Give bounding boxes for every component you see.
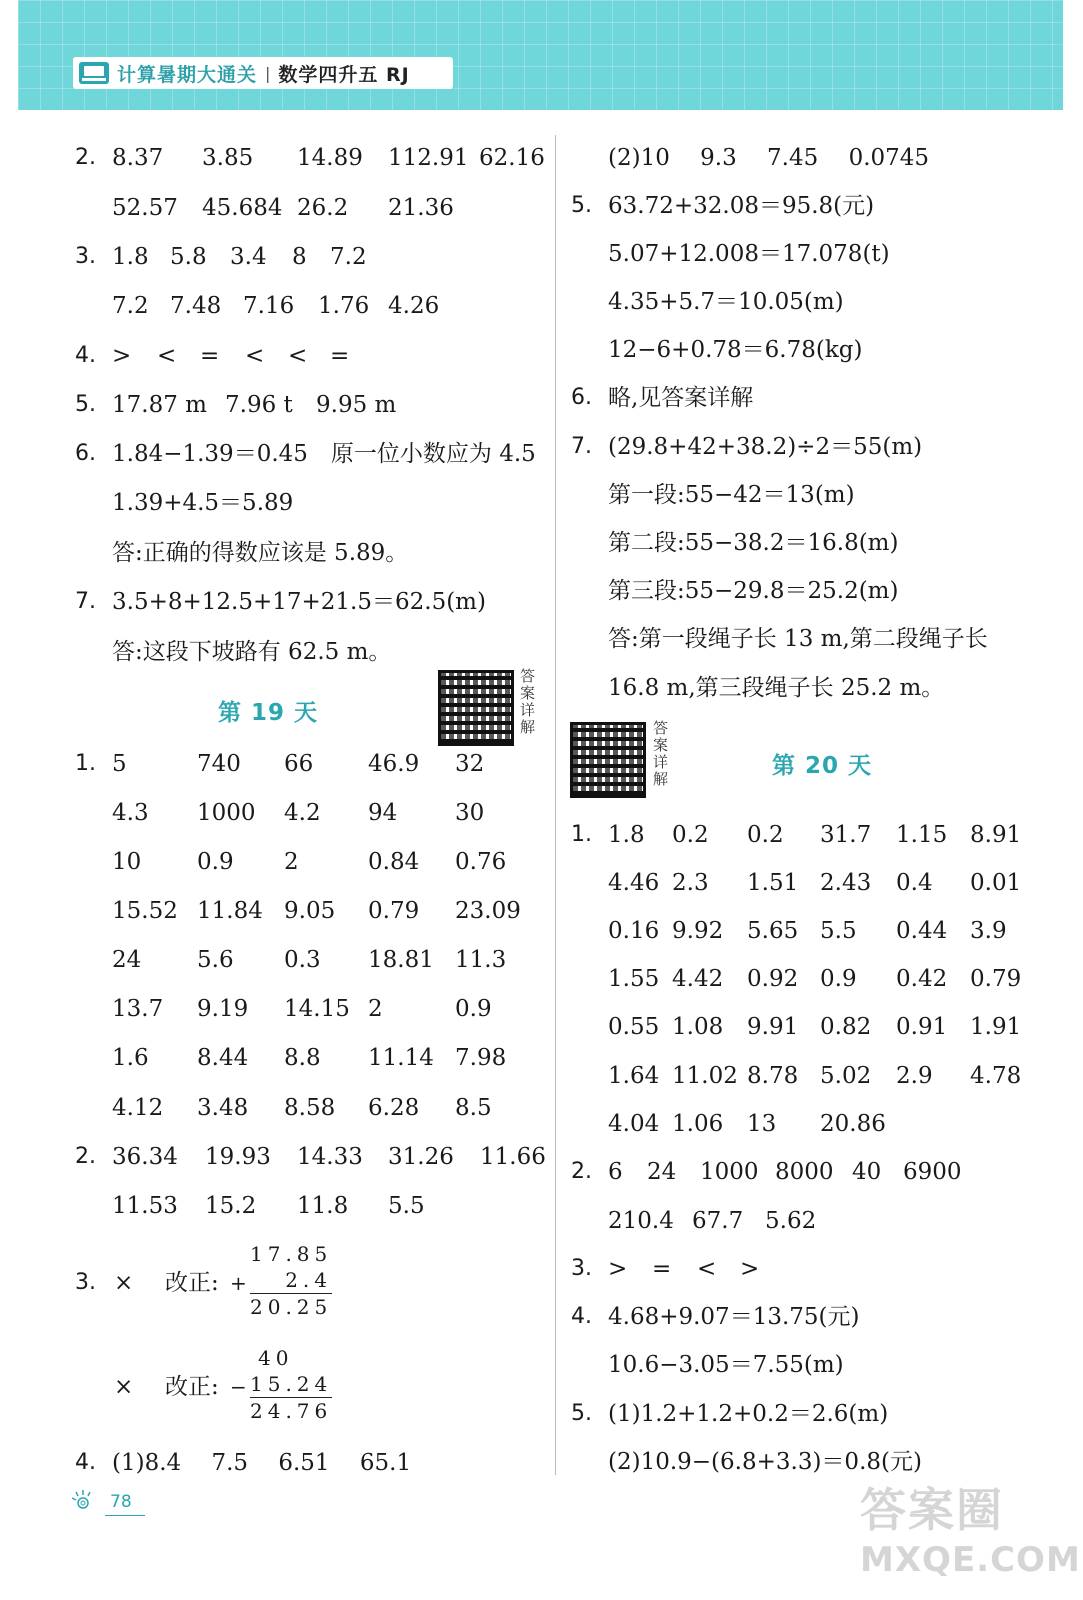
vertical-calculation bbox=[250, 1345, 332, 1424]
answer-line: (2)10 9.3 7.45 0.0745 bbox=[608, 145, 930, 171]
answer-value: 0.79 bbox=[368, 898, 420, 924]
answer-value: 40 bbox=[852, 1159, 882, 1185]
answer-line: 4.35+5.7＝10.05(m) bbox=[608, 289, 844, 315]
answer-value: 1.8 bbox=[112, 244, 149, 270]
answer-value: 11.3 bbox=[455, 947, 507, 973]
comparison-sign: < bbox=[697, 1256, 717, 1282]
answer-value: 0.91 bbox=[896, 1014, 948, 1040]
answer-value: 46.9 bbox=[368, 751, 420, 777]
answer-value: 0.42 bbox=[896, 966, 948, 992]
answer-value: 9.91 bbox=[747, 1014, 799, 1040]
watermark-logo-text: 答案圈 bbox=[860, 1483, 1004, 1537]
answer-value: 8.44 bbox=[197, 1045, 249, 1071]
title-separator: | bbox=[265, 63, 271, 83]
question-number: 4. bbox=[75, 1450, 96, 1475]
answer-value: 8.8 bbox=[284, 1045, 321, 1071]
question-number: 4. bbox=[571, 1304, 592, 1329]
question-number: 2. bbox=[571, 1159, 592, 1184]
answer-value: 0.76 bbox=[455, 849, 507, 875]
answer-value: 3.4 bbox=[230, 244, 267, 270]
question-number: 5. bbox=[571, 193, 592, 218]
answer-value: 6.28 bbox=[368, 1095, 420, 1121]
book-subtitle: 数学四升五 RJ bbox=[278, 63, 410, 86]
page-number: 78 bbox=[110, 1492, 132, 1512]
calc-result: 24.76 bbox=[250, 1399, 333, 1423]
answer-value: 11.84 bbox=[197, 898, 263, 924]
answer-value: 9.05 bbox=[284, 898, 336, 924]
qr-code[interactable] bbox=[438, 670, 514, 746]
answer-value: 740 bbox=[197, 751, 241, 777]
column-divider bbox=[555, 135, 556, 1475]
answer-line: 10.6−3.05＝7.55(m) bbox=[608, 1352, 844, 1378]
answer-value: 1.55 bbox=[608, 966, 660, 992]
answer-value: 8 bbox=[292, 244, 307, 270]
answer-value: 5.5 bbox=[820, 918, 857, 944]
calc-middle: 2.4 bbox=[250, 1267, 332, 1294]
answer-value: 4.78 bbox=[970, 1063, 1022, 1089]
comparison-sign: > bbox=[112, 343, 132, 369]
question-number: 3. bbox=[75, 244, 96, 269]
answer-value: 26.2 bbox=[297, 195, 349, 221]
answer-value: 0.79 bbox=[970, 966, 1022, 992]
answer-value: 3.85 bbox=[202, 145, 254, 171]
answer-value: 9.95 m bbox=[316, 392, 397, 418]
comparison-sign: < bbox=[245, 343, 265, 369]
answer-value: 9.19 bbox=[197, 996, 249, 1022]
answer-line: 略,见答案详解 bbox=[608, 385, 754, 411]
answer-value: 4.46 bbox=[608, 870, 660, 896]
answer-line: 答:第一段绳子长 13 m,第二段绳子长 bbox=[608, 626, 988, 652]
answer-value: 11.8 bbox=[297, 1193, 349, 1219]
answer-value: 8000 bbox=[775, 1159, 834, 1185]
answer-value: 62.16 bbox=[479, 145, 545, 171]
book-title: 计算暑期大通关 bbox=[117, 63, 258, 86]
footer-rule bbox=[105, 1515, 145, 1516]
answer-line: 63.72+32.08＝95.8(元) bbox=[608, 193, 875, 219]
answer-line: 答:正确的得数应该是 5.89。 bbox=[112, 540, 409, 566]
answer-value: 7.98 bbox=[455, 1045, 507, 1071]
header-banner bbox=[18, 0, 1063, 110]
answer-value: 9.92 bbox=[672, 918, 724, 944]
answer-value: 13.7 bbox=[112, 996, 164, 1022]
question-number: 2. bbox=[75, 145, 96, 170]
question-number: 1. bbox=[571, 822, 592, 847]
answer-value: 18.81 bbox=[368, 947, 434, 973]
calc-top: 40 bbox=[258, 1346, 294, 1370]
answer-value: 1000 bbox=[197, 800, 256, 826]
answer-value: 2.43 bbox=[820, 870, 872, 896]
answer-value: 15.2 bbox=[205, 1193, 257, 1219]
answer-line: 1.39+4.5＝5.89 bbox=[112, 490, 294, 516]
day-title: 第 19 天 bbox=[218, 700, 319, 726]
answer-line: 16.8 m,第三段绳子长 25.2 m。 bbox=[608, 675, 945, 701]
watermark bbox=[860, 1480, 1081, 1595]
operator: − bbox=[230, 1375, 247, 1399]
answer-value: 13 bbox=[747, 1111, 777, 1137]
answer-value: 0.44 bbox=[896, 918, 948, 944]
answer-value: 1.76 bbox=[318, 293, 370, 319]
answer-value: 0.9 bbox=[455, 996, 492, 1022]
answer-value: 94 bbox=[368, 800, 398, 826]
answer-value: 8.58 bbox=[284, 1095, 336, 1121]
answer-value: 0.55 bbox=[608, 1014, 660, 1040]
answer-line: 4.68+9.07＝13.75(元) bbox=[608, 1304, 860, 1330]
answer-value: 31.26 bbox=[388, 1144, 454, 1170]
answer-value: 1000 bbox=[700, 1159, 759, 1185]
answer-value: 14.15 bbox=[284, 996, 350, 1022]
answer-value: 0.9 bbox=[197, 849, 234, 875]
qr-code[interactable] bbox=[570, 722, 646, 798]
answer-value: 11.02 bbox=[672, 1063, 738, 1089]
comparison-sign: > bbox=[740, 1256, 760, 1282]
answer-value: 7.48 bbox=[170, 293, 222, 319]
answer-value: 2.3 bbox=[672, 870, 709, 896]
answer-line: 答:这段下坡路有 62.5 m。 bbox=[112, 639, 392, 665]
answer-value: 2 bbox=[368, 996, 383, 1022]
answer-value: 24 bbox=[647, 1159, 677, 1185]
question-number: 4. bbox=[75, 343, 96, 368]
answer-value: 0.2 bbox=[747, 822, 784, 848]
answer-value: 2.9 bbox=[896, 1063, 933, 1089]
answer-value: 11.66 bbox=[480, 1144, 546, 1170]
answer-value: 21.36 bbox=[388, 195, 454, 221]
answer-value: 8.78 bbox=[747, 1063, 799, 1089]
wrong-mark: × bbox=[114, 1270, 134, 1296]
comparison-sign: = bbox=[200, 343, 220, 369]
answer-value: 5.62 bbox=[765, 1208, 817, 1234]
answer-value: 36.34 bbox=[112, 1144, 178, 1170]
qr-label: 答案详解 bbox=[653, 719, 669, 788]
answer-value: 6 bbox=[608, 1159, 623, 1185]
question-number: 3. bbox=[571, 1256, 592, 1281]
answer-value: 8.5 bbox=[455, 1095, 492, 1121]
answer-value: 5.5 bbox=[388, 1193, 425, 1219]
answer-value: 52.57 bbox=[112, 195, 178, 221]
comparison-sign: = bbox=[330, 343, 350, 369]
answer-value: 4.42 bbox=[672, 966, 724, 992]
answer-value: 1.8 bbox=[608, 822, 645, 848]
answer-line: 第三段:55−29.8＝25.2(m) bbox=[608, 578, 899, 604]
answer-value: 4.26 bbox=[388, 293, 440, 319]
answer-value: 7.96 t bbox=[225, 392, 293, 418]
answer-value: 1.91 bbox=[970, 1014, 1022, 1040]
answer-line: 第二段:55−38.2＝16.8(m) bbox=[608, 530, 899, 556]
answer-value: 0.82 bbox=[820, 1014, 872, 1040]
question-number: 7. bbox=[75, 589, 96, 614]
answer-value: 5.8 bbox=[170, 244, 207, 270]
answer-value: 7.2 bbox=[330, 244, 367, 270]
answer-value: 0.01 bbox=[970, 870, 1022, 896]
answer-value: 11.53 bbox=[112, 1193, 178, 1219]
book-icon bbox=[79, 62, 109, 84]
answer-value: 5.6 bbox=[197, 947, 234, 973]
answer-value: 32 bbox=[455, 751, 485, 777]
wrong-mark: × bbox=[114, 1374, 134, 1400]
answer-line: 第一段:55−42＝13(m) bbox=[608, 482, 855, 508]
answer-value: 0.2 bbox=[672, 822, 709, 848]
qr-label: 答案详解 bbox=[520, 667, 536, 736]
answer-line: (1)1.2+1.2+0.2＝2.6(m) bbox=[608, 1401, 889, 1427]
comparison-sign: = bbox=[652, 1256, 672, 1282]
answer-line: 3.5+8+12.5+17+21.5＝62.5(m) bbox=[112, 589, 486, 615]
comparison-sign: > bbox=[608, 1256, 628, 1282]
answer-value: 17.87 m bbox=[112, 392, 207, 418]
answer-value: 66 bbox=[284, 751, 314, 777]
question-number: 6. bbox=[75, 441, 96, 466]
answer-line: (29.8+42+38.2)÷2＝55(m) bbox=[608, 434, 923, 460]
question-number: 3. bbox=[75, 1270, 96, 1295]
answer-value: 14.33 bbox=[297, 1144, 363, 1170]
answer-value: 112.91 bbox=[388, 145, 469, 171]
answer-value: 30 bbox=[455, 800, 485, 826]
answer-value: 7.16 bbox=[243, 293, 295, 319]
answer-value: 8.37 bbox=[112, 145, 164, 171]
question-number: 1. bbox=[75, 751, 96, 776]
answer-value: 4.12 bbox=[112, 1095, 164, 1121]
answer-value: 4.2 bbox=[284, 800, 321, 826]
answer-value: 0.3 bbox=[284, 947, 321, 973]
answer-value: 1.64 bbox=[608, 1063, 660, 1089]
answer-value: 5 bbox=[112, 751, 127, 777]
answer-value: 0.92 bbox=[747, 966, 799, 992]
answer-value: 45.684 bbox=[202, 195, 283, 221]
answer-value: 67.7 bbox=[692, 1208, 744, 1234]
answer-value: 1.6 bbox=[112, 1045, 149, 1071]
correction-label: 改正: bbox=[165, 1270, 219, 1296]
question-number: 5. bbox=[571, 1401, 592, 1426]
answer-value: 0.16 bbox=[608, 918, 660, 944]
answer-value: 1.51 bbox=[747, 870, 799, 896]
answer-value: 3.48 bbox=[197, 1095, 249, 1121]
calc-result: 20.25 bbox=[250, 1295, 333, 1319]
answer-line: 5.07+12.008＝17.078(t) bbox=[608, 241, 890, 267]
answer-value: 11.14 bbox=[368, 1045, 434, 1071]
answer-value: 7.2 bbox=[112, 293, 149, 319]
comparison-sign: < bbox=[157, 343, 177, 369]
answer-value: 2 bbox=[284, 849, 299, 875]
answer-line: 12−6+0.78＝6.78(kg) bbox=[608, 337, 863, 363]
correction-label: 改正: bbox=[165, 1374, 219, 1400]
calc-middle: 15.24 bbox=[250, 1372, 333, 1396]
question-number: 6. bbox=[571, 385, 592, 410]
comparison-sign: < bbox=[288, 343, 308, 369]
header-title-bar bbox=[73, 57, 453, 89]
answer-value: 0.9 bbox=[820, 966, 857, 992]
question-number: 5. bbox=[75, 392, 96, 417]
sun-swirl-icon bbox=[70, 1490, 96, 1512]
answer-value: 1.08 bbox=[672, 1014, 724, 1040]
answer-value: 24 bbox=[112, 947, 142, 973]
answer-value: 8.91 bbox=[970, 822, 1022, 848]
answer-value: 0.4 bbox=[896, 870, 933, 896]
answer-value: 20.86 bbox=[820, 1111, 886, 1137]
question-number: 2. bbox=[75, 1144, 96, 1169]
answer-line: (2)10.9−(6.8+3.3)＝0.8(元) bbox=[608, 1449, 922, 1475]
answer-line: (1)8.4 7.5 6.51 65.1 bbox=[112, 1450, 412, 1476]
answer-value: 5.65 bbox=[747, 918, 799, 944]
watermark-url: MXQE.COM bbox=[860, 1540, 1081, 1580]
answer-value: 4.3 bbox=[112, 800, 149, 826]
operator: + bbox=[230, 1271, 247, 1295]
answer-value: 3.9 bbox=[970, 918, 1007, 944]
answer-value: 31.7 bbox=[820, 822, 872, 848]
day-title: 第 20 天 bbox=[772, 753, 873, 779]
answer-value: 5.02 bbox=[820, 1063, 872, 1089]
answer-value: 15.52 bbox=[112, 898, 178, 924]
answer-value: 14.89 bbox=[297, 145, 363, 171]
answer-value: 0.84 bbox=[368, 849, 420, 875]
answer-value: 1.15 bbox=[896, 822, 948, 848]
answer-value: 4.04 bbox=[608, 1111, 660, 1137]
answer-value: 210.4 bbox=[608, 1208, 674, 1234]
answer-value: 19.93 bbox=[205, 1144, 271, 1170]
answer-value: 23.09 bbox=[455, 898, 521, 924]
calc-top: 17.85 bbox=[250, 1242, 333, 1266]
vertical-calculation bbox=[250, 1241, 332, 1320]
answer-value: 10 bbox=[112, 849, 142, 875]
question-number: 7. bbox=[571, 434, 592, 459]
answer-value: 6900 bbox=[903, 1159, 962, 1185]
answer-line: 1.84−1.39＝0.45 原一位小数应为 4.5 bbox=[112, 441, 536, 467]
answer-value: 1.06 bbox=[672, 1111, 724, 1137]
